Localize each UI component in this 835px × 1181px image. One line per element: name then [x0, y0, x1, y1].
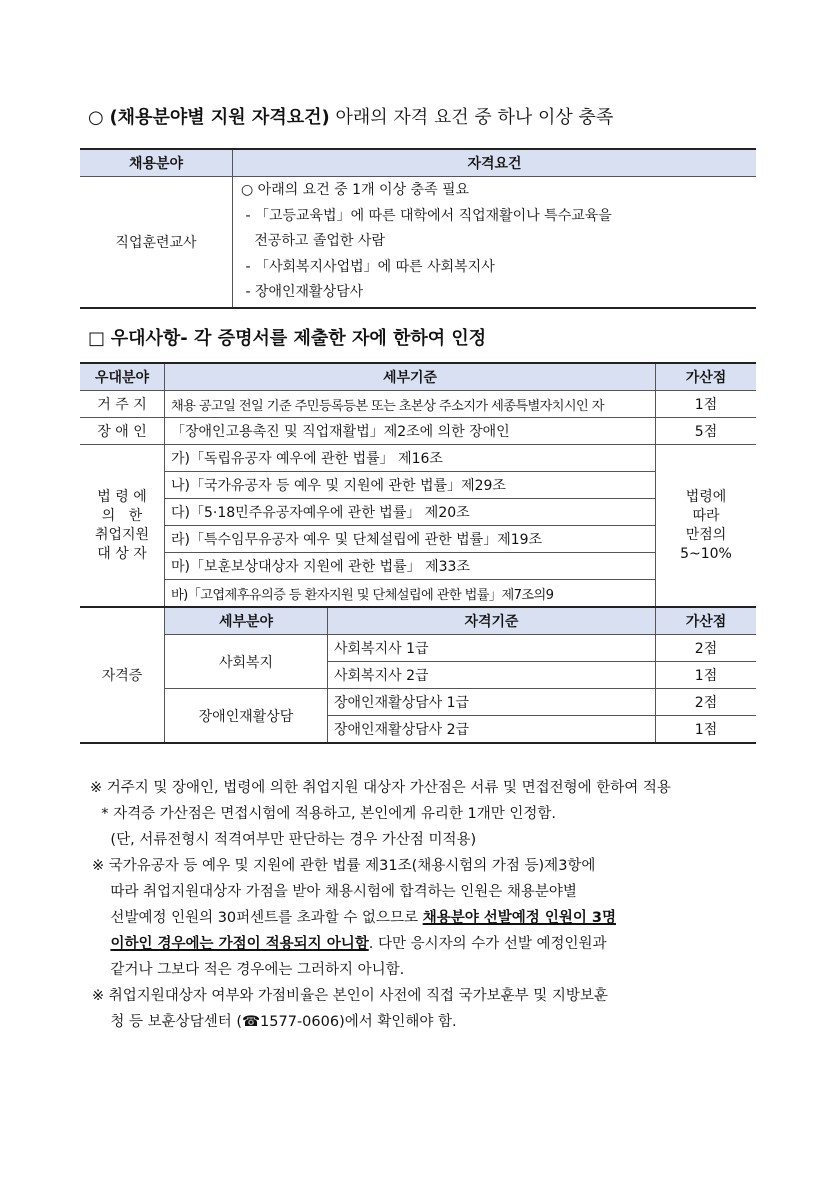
law-field-line: 취업지원 [94, 526, 150, 543]
header-field: 채용분야 [80, 149, 233, 177]
law-field-line: 법 령 에 [97, 488, 147, 505]
cert-header-standard: 자격기준 [328, 607, 656, 635]
note-line [92, 905, 762, 931]
law-criteria-item: 라)「특수임무유공자 예우 및 단체설립에 관한 법률」제19조 [165, 526, 656, 553]
square-bullet: □ [88, 328, 106, 349]
condition-line: 전공하고 졸업한 사람 [241, 233, 385, 250]
note-text: . 다만 응시자의 수가 선발 예정인원과 [368, 936, 607, 952]
law-field-line: 대 상 자 [97, 545, 147, 562]
law-points-line: 만점의 [685, 526, 727, 543]
note-line: 청 등 보훈상담센터 (☎1577-0606)에서 확인해야 함. [92, 1014, 457, 1030]
residence-criteria: 채용 공고일 전일 기준 주민등록등본 또는 초본상 주소지가 세종특별자치시인 자 [165, 391, 656, 418]
notes [92, 775, 762, 1035]
section1-title [88, 103, 613, 129]
disabled-criteria: 「장애인고용촉진 및 직업재활법」제2조에 의한 장애인 [165, 418, 656, 445]
note-line [92, 931, 762, 957]
header-qualification: 자격요건 [233, 149, 757, 177]
header-criteria: 세부기준 [165, 363, 656, 391]
cert-header-points: 가산점 [656, 607, 757, 635]
cert-item-points: 2점 [656, 689, 757, 716]
law-criteria-item: 마)「보훈보상대상자 지원에 관한 법률」 제33조 [165, 553, 656, 580]
law-points-line: 5~10% [680, 545, 732, 562]
residence-field: 거 주 지 [80, 391, 165, 418]
law-criteria-item: 바)「고엽제후유의증 등 환자지원 및 단체설립에 관한 법률」제7조의9 [165, 580, 656, 608]
residence-points: 1점 [656, 391, 757, 418]
note-line: 따라 취업지원대상자 가점을 받아 채용시험에 합격하는 인원은 채용분야별 [92, 884, 577, 900]
section1-title-bold: (채용분야별 지원 자격요건) [109, 107, 330, 128]
note-line: ※ 취업지원대상자 여부와 가점비율은 본인이 사전에 직접 국가보훈부 및 지방보훈 [92, 988, 608, 1004]
note-line: ※ 국가유공자 등 예우 및 지원에 관한 법률 제31조(채용시험의 가점 등)제3항에 [92, 858, 596, 874]
law-field [80, 445, 165, 608]
header-pref-field: 우대분야 [80, 363, 165, 391]
circle-bullet: ○ [88, 107, 104, 128]
law-points-line: 법령에 [685, 488, 727, 505]
law-criteria-item: 나)「국가유공자 등 예우 및 지원에 관한 법률」제29조 [165, 472, 656, 499]
note-text: 선발예정 인원의 30퍼센트를 초과할 수 없으므로 [92, 910, 423, 926]
cert-group-name: 사회복지 [165, 635, 328, 689]
cert-field: 자격증 [80, 607, 165, 743]
law-field-line: 의 한 [101, 507, 143, 524]
header-points: 가산점 [656, 363, 757, 391]
cert-header-subfield: 세부분야 [165, 607, 328, 635]
note-emphasis: 이하인 경우에는 가점이 적용되지 아니함 [110, 936, 369, 952]
law-criteria-item: 다)「5·18민주유공자예우에 관한 법률」 제20조 [165, 499, 656, 526]
cert-group-name: 장애인재활상담 [165, 689, 328, 744]
cert-item-label: 사회복지사 2급 [328, 662, 656, 689]
qualification-table [80, 148, 756, 309]
law-points [656, 445, 757, 608]
note-line: (단, 서류전형시 적격여부만 판단하는 경우 가산점 미적용) [92, 832, 477, 848]
section2-title [88, 324, 486, 350]
section1-title-rest: 아래의 자격 요건 중 하나 이상 충족 [335, 107, 614, 128]
field-cell: 직업훈련교사 [80, 177, 233, 309]
conditions-cell [233, 177, 757, 309]
note-line: 같거나 그보다 적은 경우에는 그러하지 아니함. [92, 962, 405, 978]
condition-line: - 장애인재활상담사 [241, 284, 364, 301]
condition-line: ○ 아래의 요건 중 1개 이상 충족 필요 [241, 182, 470, 199]
cert-item-points: 1점 [656, 662, 757, 689]
cert-item-label: 사회복지사 1급 [328, 635, 656, 662]
law-criteria-item: 가)「독립유공자 예우에 관한 법률」 제16조 [165, 445, 656, 472]
preference-table [80, 362, 756, 744]
note-line: * 자격증 가산점은 면접시험에 적용하고, 본인에게 유리한 1개만 인정함. [92, 806, 556, 822]
cert-item-label: 장애인재활상담사 2급 [328, 716, 656, 744]
note-line: ※ 거주지 및 장애인, 법령에 의한 취업지원 대상자 가산점은 서류 및 면접전형에 한하여 적용 [90, 780, 671, 796]
cert-item-label: 장애인재활상담사 1급 [328, 689, 656, 716]
section2-title-text: 우대사항- 각 증명서를 제출한 자에 한하여 인정 [110, 328, 487, 349]
cert-item-points: 2점 [656, 635, 757, 662]
cert-item-points: 1점 [656, 716, 757, 744]
condition-line: - 「사회복지사업법」에 따른 사회복지사 [241, 258, 495, 275]
disabled-points: 5점 [656, 418, 757, 445]
condition-line: - 「고등교육법」에 따른 대학에서 직업재활이나 특수교육을 [241, 207, 612, 224]
law-points-line: 따라 [692, 507, 720, 524]
note-emphasis: 채용분야 선발예정 인원이 3명 [422, 910, 617, 926]
disabled-field: 장 애 인 [80, 418, 165, 445]
